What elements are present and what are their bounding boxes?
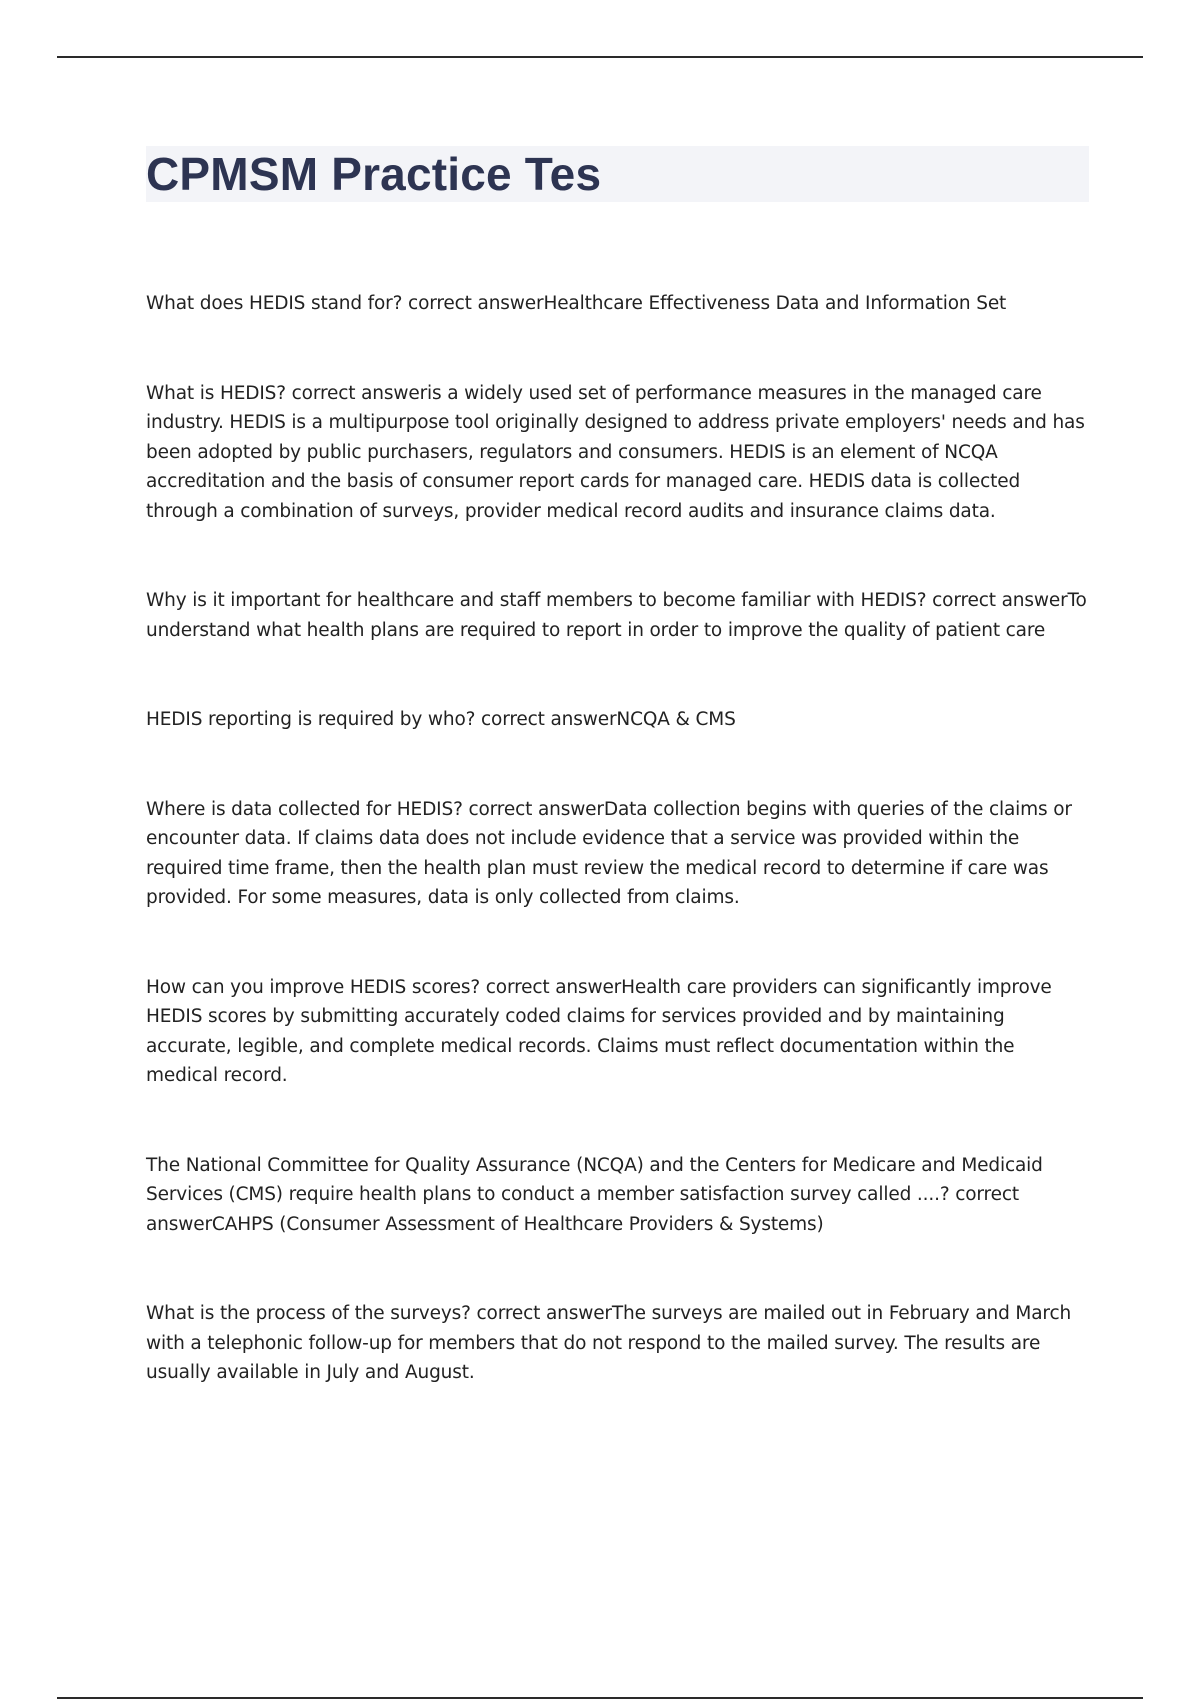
bottom-rule [57, 1697, 1143, 1699]
question-text: What does HEDIS stand for? [146, 293, 403, 314]
answer-marker: correct answer [291, 382, 428, 404]
answer-marker: correct answer [408, 293, 544, 314]
qa-item [146, 586, 1088, 645]
qa-item [146, 795, 1088, 913]
qa-item [146, 379, 1088, 527]
question-text: How can you improve HEDIS scores? [146, 976, 481, 998]
answer-text: To understand what health plans are required to report in order to improve the quality of patient care [146, 590, 1087, 641]
top-rule [57, 56, 1143, 58]
qa-item [146, 1151, 1088, 1240]
answer-text: Healthcare Effectiveness Data and Information Set [543, 293, 1007, 314]
answer-marker: correct answer [481, 709, 617, 730]
answer-marker: correct answer [932, 590, 1068, 611]
answer-marker: correct answer [476, 1303, 612, 1324]
qa-item [146, 973, 1088, 1091]
answer-text: Data collection begins with queries of the claims or encounter data. If claims data does not include evidence that a service was provided within the required time frame, then the health plan must review the medical record to determine if care was provided. For some measures, data is only collected from claims. [146, 798, 1072, 908]
qa-item [146, 705, 1088, 735]
question-text: What is HEDIS? [146, 382, 286, 404]
question-text: The National Committee for Quality Assurance (NCQA) and the Centers for Medicare and Medicaid Services (CMS) require health plans to conduct a member satisfaction survey called ....? [146, 1154, 1043, 1205]
answer-text: CAHPS (Consumer Assessment of Healthcare Providers & Systems) [211, 1213, 824, 1235]
qa-list [146, 289, 1088, 1388]
qa-item [146, 289, 1088, 319]
question-text: What is the process of the surveys? [146, 1303, 471, 1324]
answer-marker: correct answer [146, 1184, 1019, 1235]
title-band [146, 146, 1089, 202]
answer-text: Health care providers can significantly improve HEDIS scores by submitting accurately coded claims for services provided and by maintaining accurate, legible, and complete medical records. Claims must reflect documentation within the medical record. [146, 976, 1052, 1086]
page-title: CPMSM Practice Tes [146, 148, 602, 200]
answer-marker: correct answer [485, 976, 622, 998]
qa-item [146, 1299, 1088, 1388]
answer-text: The surveys are mailed out in February and March with a telephonic follow-up for members that do not respond to the mailed survey. The results are usually available in July and August. [146, 1303, 1072, 1383]
question-text: HEDIS reporting is required by who? [146, 709, 476, 730]
question-text: Why is it important for healthcare and staff members to become familiar with HEDIS? [146, 590, 927, 611]
question-text: Where is data collected for HEDIS? [146, 798, 463, 820]
answer-text: NCQA & CMS [616, 709, 736, 730]
answer-marker: correct answer [468, 798, 604, 820]
answer-text: is a widely used set of performance measures in the managed care industry. HEDIS is a multipurpose tool originally designed to address private employers' needs and has been adopted by public purchasers, regulators and consumers. HEDIS is an element of NCQA accreditation and the basis of consumer report cards for managed care. HEDIS data is collected through a combination of surveys, provider medical record audits and insurance claims data. [146, 382, 1085, 522]
